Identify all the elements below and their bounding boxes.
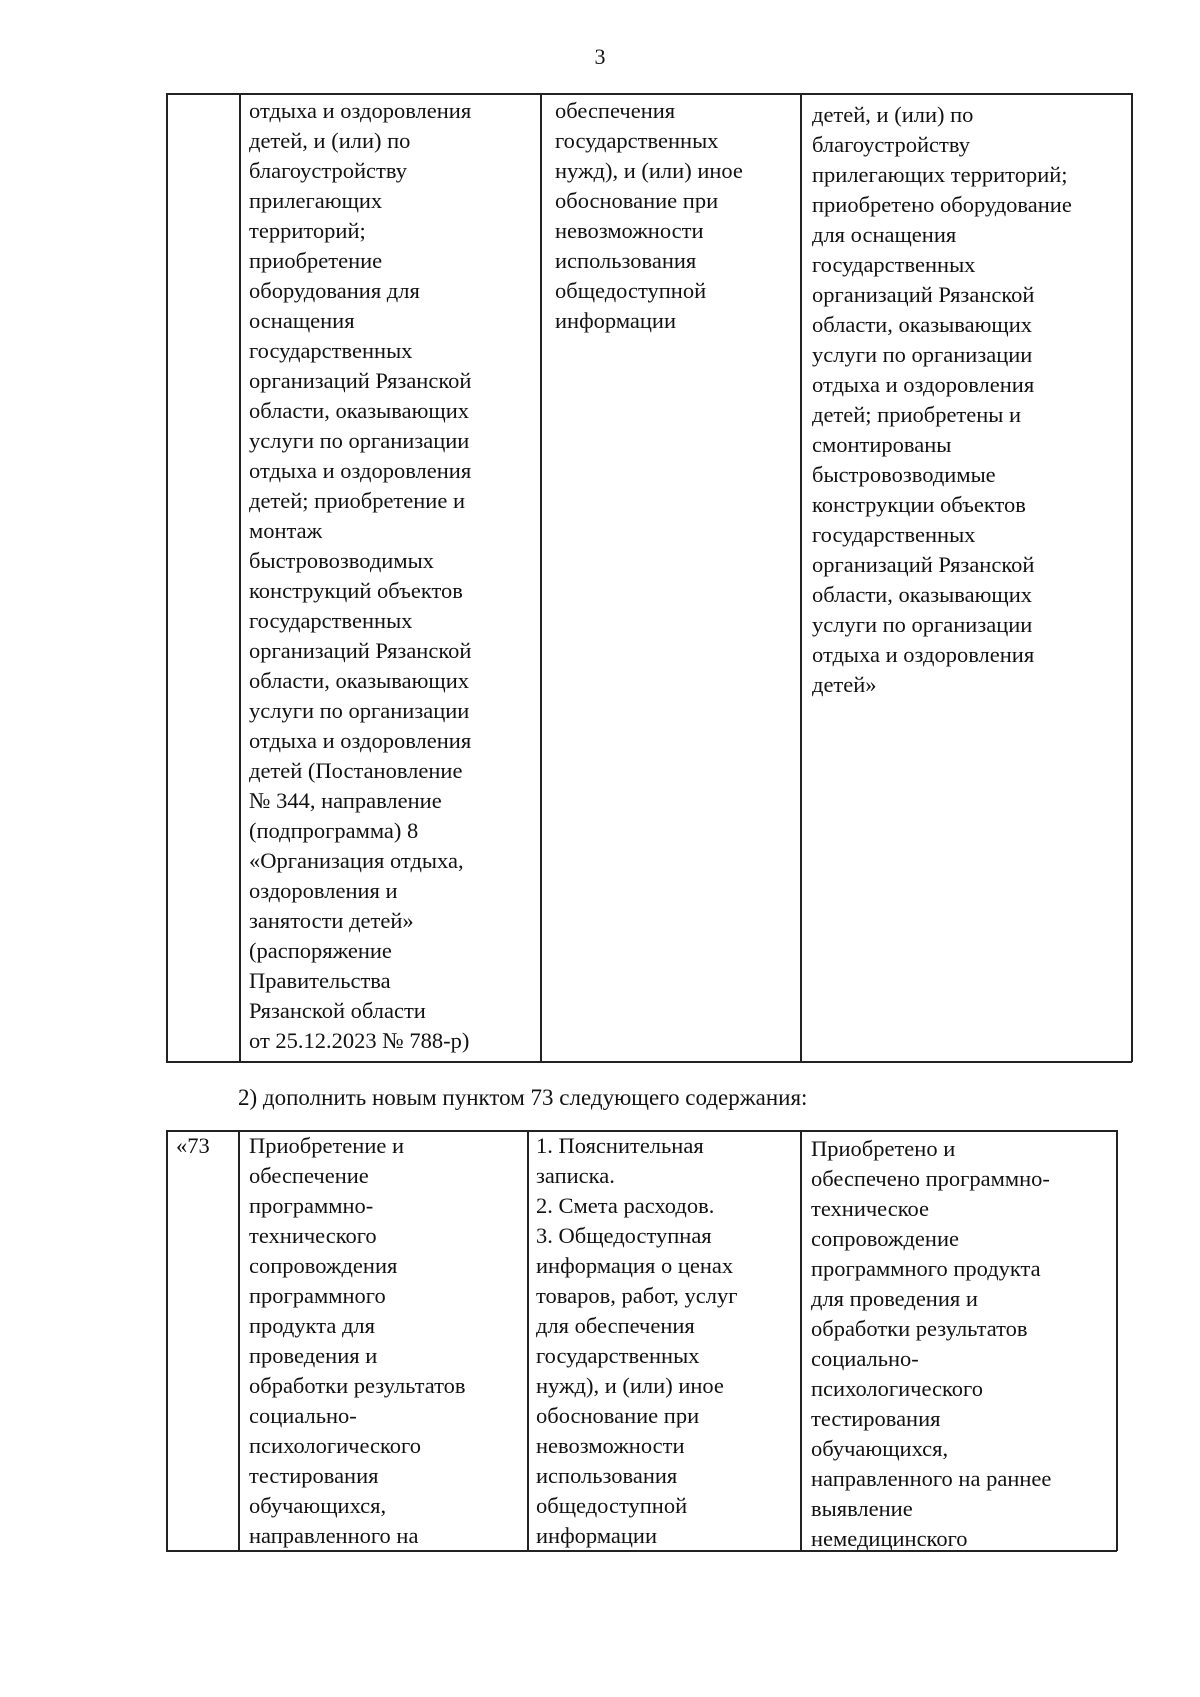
- table2-divider-3: [800, 1130, 802, 1551]
- table1-divider-2: [540, 93, 542, 1062]
- table1-top-border: [166, 93, 1132, 95]
- table2-divider-2: [527, 1130, 529, 1551]
- table2-cell-result: Приобретено и обеспечено программно- техническое сопровождение программного продукта для проведения и обработки результатов социально- психологического тестирования обучающихся, направленного на раннее выявление немедицинского: [811, 1136, 1052, 1551]
- table2-right-border: [1116, 1130, 1118, 1551]
- amendment-intro-text: 2) дополнить новым пунктом 73 следующего содержания:: [238, 1085, 808, 1110]
- table1-left-border: [166, 93, 168, 1062]
- table1-divider-3: [800, 93, 802, 1062]
- table2-divider-1: [238, 1130, 240, 1551]
- table1-divider-1: [239, 93, 241, 1062]
- table1-right-border: [1131, 93, 1133, 1062]
- table2-cell-number: «73: [176, 1133, 210, 1158]
- table2-cell-documents: 1. Пояснительная записка. 2. Смета расходов. 3. Общедоступная информация о ценах товаров, работ, услуг для обеспечения государственных нужд), и (или) иное обоснование при невозможности использования общедоступной информации: [536, 1133, 738, 1548]
- table1-cell-description: отдыха и оздоровления детей, и (или) по благоустройству прилегающих территорий; приобретение оборудования для оснащения государственных организаций Рязанской области, оказывающих услуги по организации отдыха и оздоровления детей; приобретение и монтаж быстровозводимых конструкций объектов государственных организаций Рязанской области, оказывающих услуги по организации отдыха и оздоровления детей (Постановление № 344, направление (подпрограмма) 8 «Организация отдыха, оздоровления и занятости детей» (распоряжение Правительства Рязанской области от 25.12.2023 № 788-р): [249, 98, 472, 1053]
- page-number: 3: [594, 44, 606, 69]
- table1-cell-justification: обеспечения государственных нужд), и (или) иное обоснование при невозможности использования общедоступной информации: [555, 98, 743, 333]
- table1-cell-result: детей, и (или) по благоустройству прилегающих территорий; приобретено оборудование для оснащения государственных организаций Рязанской области, оказывающих услуги по организации отдыха и оздоровления детей; приобретены и смонтированы быстровозводимые конструкции объектов государственных организаций Рязанской области, оказывающих услуги по организации отдыха и оздоровления детей»: [812, 102, 1072, 697]
- table1-bottom-border: [166, 1061, 1132, 1063]
- table2-left-border: [166, 1130, 168, 1551]
- table2-cell-description: Приобретение и обеспечение программно- технического сопровождения программного продукта для проведения и обработки результатов социально- психологического тестирования обучающихся, направленного на: [249, 1133, 466, 1548]
